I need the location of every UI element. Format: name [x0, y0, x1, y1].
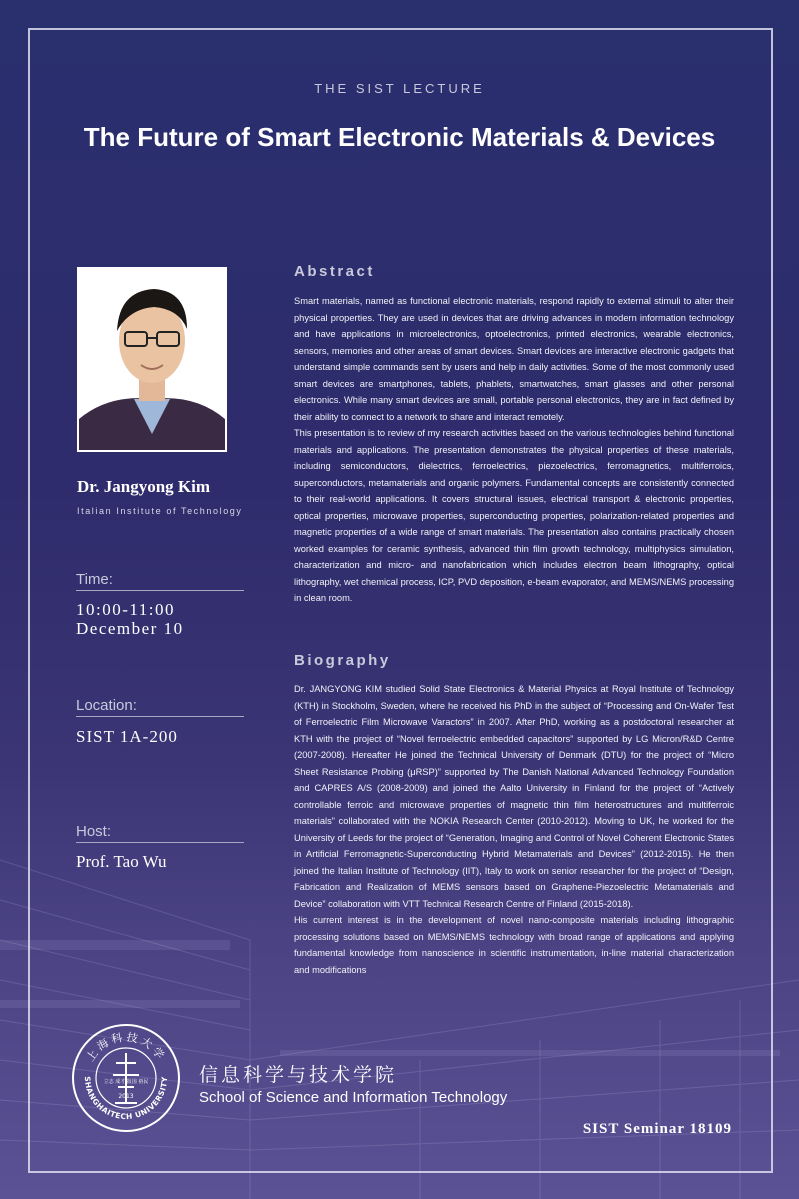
seal-center-text: 立志 成才 报国 裕民 — [103, 1079, 149, 1085]
biography-body — [294, 681, 734, 978]
date-value: December 10 — [76, 619, 184, 638]
seal-top-text: 上海科技大学 — [83, 1030, 169, 1064]
abstract-paragraph: Smart materials, named as functional electronic materials, respond rapidly to external stimuli to alter their physical properties. They are used in devices that are driving advances in modern information technology and have applications in microelectronics, optoelectronics, printed electronics, wearable electronics, sensors, memories and other areas of smart devices. Smart devices are interactive electronic gadgets that understand simple commands sent by users and help in daily activities. Some of the most commonly used smart devices are smartphones, tablets, phablets, smartwatches, smart glasses and other personal electronics. While many smart devices are small, portable personal electronics, they are in fact defined by their ability to connect to a network to share and interact remotely. — [294, 296, 734, 422]
host-label: Host: — [76, 823, 244, 843]
seminar-number: SIST Seminar 18109 — [582, 1121, 732, 1137]
speaker-affiliation: Italian Institute of Technology — [77, 506, 243, 516]
school-name-english: School of Science and Information Technology — [199, 1089, 508, 1106]
school-name-chinese: 信息科学与技术学院 — [199, 1065, 398, 1086]
speaker-name: Dr. Jangyong Kim — [77, 477, 211, 496]
abstract-body — [294, 293, 734, 607]
biography-heading: Biography — [294, 652, 391, 669]
abstract-heading: Abstract — [294, 263, 375, 280]
time-value: 10:00-11:00 — [76, 600, 175, 619]
time-label: Time: — [76, 571, 244, 591]
lecture-title: The Future of Smart Electronic Materials & Devices — [83, 122, 716, 152]
abstract-paragraph: This presentation is to review of my research activities based on the various technologies behind functional materials and applications. The presentation demonstrates the physical properties of these materials, including semiconductors, dielectrics, ferroelectrics, piezoelectrics, ferromagnetics, multiferroics, superconductors, metamaterials and organic polymers. Fundamental concepts are consistently connected to their real-world applications. It covers structural issues, electrical transport & electronic properties, optical properties, microwave properties, superconducting properties, polarization-related properties and magnetic properties of a wide range of smart materials. The presentation also contains practically chosen worked examples for ceramic synthesis, advanced thin film growth technology, multiphysics simulation, characterization and micro- and nanofabrication which includes electron beam lithography, optical lithography, wet chemical process, ICP, PVD deposition, e-beam evaporator, and MEMS/NEMS processing in clean room. — [294, 428, 734, 603]
location-value: SIST 1A-200 — [76, 727, 178, 746]
seal-year: 2013 — [118, 1093, 134, 1100]
speaker-photo — [77, 267, 227, 452]
seal-bottom-text: SHANGHAITECH UNIVERSITY — [82, 1076, 170, 1122]
biography-paragraph: His current interest is in the development of novel nano-composite materials including lithographic processing solutions based on MEMS/NEMS technology with broad range of applications and applying fundamental knowledge from nanoscience in scientific instrumentation, in-line material characterization and modifications — [294, 915, 734, 975]
lecture-kicker: THE SIST LECTURE — [314, 81, 485, 96]
host-value: Prof. Tao Wu — [76, 852, 167, 871]
biography-paragraph: Dr. JANGYONG KIM studied Solid State Electronics & Material Physics at Royal Institute of Technology (KTH) in Stockholm, Sweden, where he received his PhD in the subject of “Processing and On-Wafer Test of Ferroelectric Film Microwave Varactors” in 2007. After PhD, working as a postdoctoral researcher at KTH with the project of “Novel ferroelectric embedded capacitors” supported by LG Micron/R&D Centre (2007-2008). Hereafter He joined the Technical University of Denmark (DTU) for the project of “Micro Sheet Resistance Probing (μRSP)” supported by The Danish National Advanced Technology Foundation and CAPRES A/S (2008-2009) and joined the Aalto University in Finland for the project of “Actively controllable ferroic and microwave properties of magnetic thin film heterostructures and multiferroic materials” collaborated with the NOKIA Research Center (2010-2012). Moving to UK, he worked for the University of Leeds for the project of “Generation, Imaging and Control of Novel Coherent Electronic States in Artificial Ferromagnetic-Superconducting Hybrid Metamaterials and Devices” (2012-2015). He then joined the Italian Institute of Technology (IIT), Italy to work on senior researcher for the project of “Design, Fabrication and Realization of MEMS sensors based on Graphene-Piezoelectric Metamaterials and Device” collaboration with VTT Technical Research Centre of Finland (2015-2018). — [294, 684, 734, 909]
location-label: Location: — [76, 697, 244, 717]
shanghaitech-seal-logo — [71, 1023, 181, 1133]
